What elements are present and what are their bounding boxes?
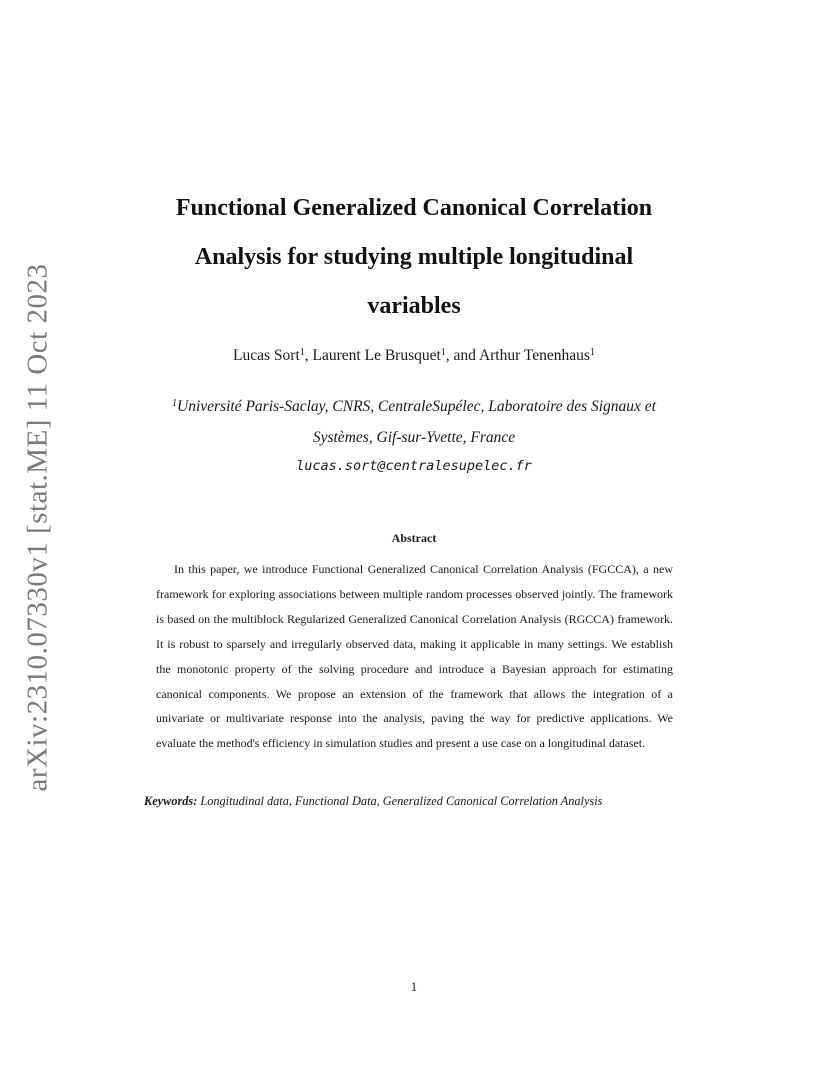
title-line: Functional Generalized Canonical Correlation <box>175 195 653 221</box>
title-line: variables <box>367 293 461 319</box>
abstract-text: In this paper, we introduce Functional Generalized Canonical Correlation Analysis (FGCCA), a new framework for exploring associations between multiple random processes observed jointly. The framework is based on the multiblock Regularized Generalized Canonical Correlation Analysis (RGCCA) framework. It is robust to sparsely and irregularly observed data, making it applicable in many settings. We establish the monotonic property of the solving procedure and introduce a Bayesian approach for estimating canonical components. We propose an extension of the framework that allows the integration of a univariate or multivariate response into the analysis, paving the way for predictive applications. We evaluate the method's efficiency in simulation studies and present a use case on a longitudinal dataset. <box>156 562 673 751</box>
keywords <box>144 791 704 811</box>
affiliation-marker: 1 <box>172 398 177 409</box>
page-number: 1 <box>410 980 418 994</box>
author-affil-marker: 1 <box>589 347 595 358</box>
author-affil-marker: 1 <box>299 347 305 358</box>
author-name: Lucas Sort <box>233 347 300 364</box>
author-affil-marker: 1 <box>440 347 446 358</box>
author-name: Arthur Tenenhaus <box>478 347 590 364</box>
affiliation-line: $^1$Université Paris-Saclay, CNRS, CentraleSupélec, Laboratoire des Signaux et <box>172 398 656 415</box>
affiliation <box>110 391 718 453</box>
author-name: Laurent Le Brusquet <box>312 347 441 364</box>
author-separator: , <box>304 347 313 364</box>
arxiv-stamp <box>14 263 62 791</box>
keywords-label: Keywords: <box>144 794 198 808</box>
affiliation-line: Systèmes, Gif-sur-Yvette, France <box>312 429 516 446</box>
arxiv-stamp-text: arXiv:2310.07330v1 [stat.ME] 11 Oct 2023 <box>21 263 54 791</box>
contact-email[interactable]: lucas.sort@centralesupelec.fr <box>296 458 532 474</box>
abstract-heading: Abstract <box>391 531 437 545</box>
author-separator: , and <box>445 347 479 364</box>
keywords-text: Longitudinal data, Functional Data, Generalized Canonical Correlation Analysis <box>200 794 603 808</box>
paper-title <box>110 184 718 331</box>
author-list <box>110 345 718 367</box>
title-line: Analysis for studying multiple longitudinal <box>194 244 634 270</box>
